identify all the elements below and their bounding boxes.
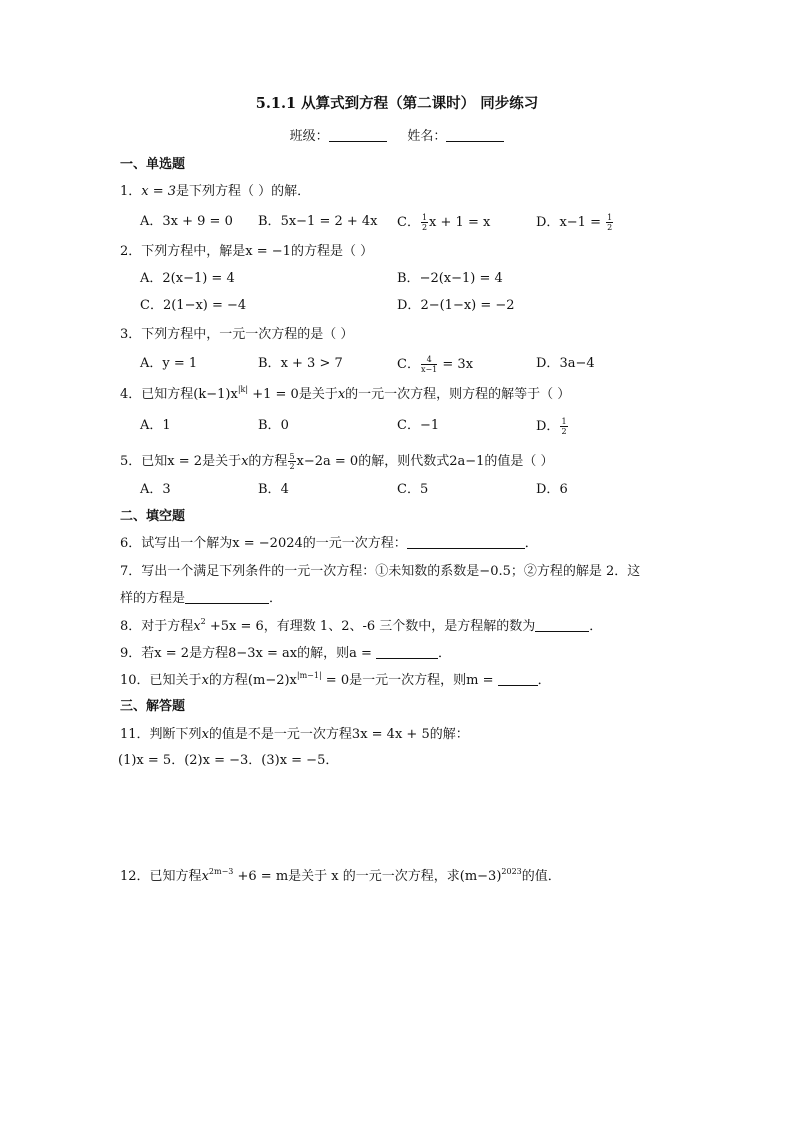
option-equation: x−1 = — [559, 215, 606, 230]
option-label: D． — [536, 215, 560, 230]
option-label: C． — [397, 215, 420, 230]
option-label: C． — [397, 418, 420, 433]
question-text: 已知方程 — [149, 869, 202, 884]
answer-blank[interactable] — [407, 535, 525, 549]
question-text: 下列方程中，一元一次方程的是（ ） — [141, 327, 354, 342]
question-10 — [120, 672, 551, 690]
option-value: 4 — [280, 482, 289, 497]
option-equation: 3x + 9 = 0 — [162, 214, 233, 229]
exponent: 2m−3 — [208, 867, 234, 876]
question-text: 的解，则代数式 — [358, 454, 450, 469]
q3-option-d[interactable] — [536, 355, 595, 373]
q4-option-a[interactable] — [140, 417, 171, 435]
name-label: 姓名： — [407, 129, 447, 144]
question-text: 的解，则 — [297, 646, 350, 661]
q5-option-c[interactable] — [397, 481, 428, 499]
math-expression: (m−3) — [459, 869, 502, 884]
question-3 — [120, 326, 353, 344]
option-equation: 5x−1 = 2 + 4x — [280, 214, 378, 229]
fraction-numerator: 1 — [421, 213, 428, 222]
question-text: 已知方程 — [141, 387, 194, 402]
q2-option-a[interactable] — [140, 270, 235, 288]
question-text: 的值是（ ） — [484, 454, 554, 469]
question-text: 的一元一次方程，则方程的解等于（ ） — [345, 387, 571, 402]
exponent: 2 — [200, 617, 206, 626]
math-expression: −0.5 — [479, 564, 511, 579]
question-text: 的方程是（ ） — [290, 244, 374, 259]
question-11-parts — [118, 752, 338, 770]
question-4 — [120, 386, 570, 404]
fraction-denominator: 2 — [421, 223, 428, 232]
question-1 — [120, 183, 310, 201]
question-text: 是关于 x 的一元一次方程，求 — [288, 869, 460, 884]
fraction-denominator: x−1 — [420, 365, 438, 374]
option-value: 6 — [559, 482, 568, 497]
option-label: B． — [258, 418, 281, 433]
option-equation: 2(1−x) = −4 — [162, 298, 247, 313]
question-6 — [120, 535, 538, 553]
q4-option-d[interactable] — [536, 417, 569, 436]
question-text: 的方程 — [248, 454, 288, 469]
part-label: ．(3) — [248, 753, 280, 768]
fraction-numerator: 1 — [561, 417, 567, 426]
math-variable: x — [201, 673, 209, 688]
question-number: 12． — [120, 869, 150, 884]
section-heading-fill-blank: 二、填空题 — [120, 509, 186, 524]
q3-option-c[interactable] — [397, 355, 473, 374]
question-number: 6． — [120, 536, 142, 551]
question-text: 试写出一个解为 — [141, 536, 233, 551]
q3-option-b[interactable] — [258, 355, 343, 373]
math-expression: 3x = 4x + 5 — [351, 727, 430, 742]
option-equation: 2−(1−x) = −2 — [420, 298, 515, 313]
option-label: B． — [258, 356, 281, 371]
part-label: (1) — [118, 753, 137, 768]
answer-blank[interactable] — [535, 618, 589, 632]
math-expression: x = −2024 — [232, 536, 303, 551]
question-text: ，有理数 1、2、-6 三个数中，是方程解的数为 — [263, 619, 536, 634]
punctuation: ． — [438, 646, 452, 661]
math-expression: (k−1)x — [193, 387, 238, 402]
exponent: |k| — [237, 385, 249, 394]
page-title: 5.1.1 从算式到方程（第二课时） 同步练习 — [255, 95, 539, 112]
math-expression: x = 2 — [167, 454, 203, 469]
q1-option-c[interactable] — [397, 213, 490, 232]
q1-option-d[interactable] — [536, 213, 614, 232]
exponent: |m−1| — [296, 671, 322, 680]
math-expression: +5x = 6 — [205, 619, 264, 634]
question-text: 写出一个满足下列条件的一元一次方程：①未知数的系数是 — [141, 564, 480, 579]
question-text: ；②方程的解是 2．这 — [510, 564, 641, 579]
question-7-continued — [120, 590, 282, 608]
question-8 — [120, 618, 602, 636]
math-expression: x = −3 — [202, 753, 249, 768]
question-number: 4． — [120, 387, 142, 402]
q3-option-a[interactable] — [140, 355, 197, 373]
question-9 — [120, 645, 451, 663]
question-text: 样的方程是 — [120, 591, 186, 606]
section-heading-single-choice: 一、单选题 — [120, 157, 186, 172]
option-label: B． — [258, 482, 281, 497]
math-expression: 8−3x = ax — [228, 646, 298, 661]
option-equation: x + 3 > 7 — [280, 356, 343, 371]
question-text: 是一元一次方程，则 — [349, 673, 467, 688]
question-5 — [120, 452, 554, 471]
question-number: 9． — [120, 646, 142, 661]
question-2 — [120, 243, 373, 261]
class-blank[interactable] — [329, 128, 387, 142]
question-number: 5． — [120, 454, 142, 469]
math-expression: x = 5 — [136, 753, 172, 768]
question-number: 3． — [120, 327, 142, 342]
option-label: B． — [397, 271, 420, 286]
question-text: 的一元一次方程： — [302, 536, 407, 551]
question-number: 7． — [120, 564, 142, 579]
question-text: 是下列方程（ ）的解． — [176, 184, 311, 199]
q1-option-a[interactable] — [140, 213, 233, 231]
class-label: 班级： — [289, 129, 329, 144]
math-expression: x = 3 — [141, 184, 177, 199]
question-text: 已知关于 — [149, 673, 202, 688]
question-number: 11． — [120, 727, 150, 742]
q5-option-a[interactable] — [140, 481, 171, 499]
q2-option-c[interactable] — [140, 297, 246, 315]
question-text: 的方程 — [208, 673, 248, 688]
option-equation: = 3x — [438, 357, 474, 372]
math-expression: x = −1 — [245, 244, 291, 259]
question-text: 若 — [141, 646, 155, 661]
punctuation: ． — [325, 753, 339, 768]
option-label: D． — [536, 356, 560, 371]
question-number: 1． — [120, 184, 142, 199]
question-number: 10． — [120, 673, 150, 688]
question-12 — [120, 868, 561, 886]
option-label: A． — [140, 356, 163, 371]
option-equation: 3a−4 — [559, 356, 595, 371]
option-value: 3 — [162, 482, 171, 497]
math-expression: x = 2 — [154, 646, 190, 661]
fraction — [421, 213, 428, 232]
section-heading-solution: 三、解答题 — [120, 699, 186, 714]
math-variable: x — [337, 387, 346, 402]
fraction — [288, 452, 295, 471]
question-text: 是关于 — [298, 387, 338, 402]
math-expression: x — [201, 869, 209, 884]
math-expression: x = −5 — [279, 753, 326, 768]
option-label: D． — [536, 419, 560, 434]
math-expression: x — [193, 619, 201, 634]
q5-option-d[interactable] — [536, 481, 568, 499]
punctuation: ． — [269, 591, 283, 606]
option-label: A． — [140, 271, 163, 286]
math-variable: x — [241, 454, 249, 469]
question-text: 下列方程中，解是 — [141, 244, 246, 259]
option-value: 1 — [162, 418, 171, 433]
q2-option-b[interactable] — [397, 270, 503, 288]
question-text: 的值． — [521, 869, 561, 884]
q4-option-c[interactable] — [397, 417, 439, 435]
q1-option-b[interactable] — [258, 213, 378, 231]
fraction — [606, 213, 613, 232]
question-7 — [120, 563, 640, 581]
option-label: A． — [140, 482, 163, 497]
math-expression: +6 = m — [233, 869, 289, 884]
question-text: 是关于 — [202, 454, 242, 469]
option-equation: 2(x−1) = 4 — [162, 271, 235, 286]
option-value: 5 — [419, 482, 429, 497]
fraction-numerator: 1 — [607, 213, 613, 222]
question-number: 8． — [120, 619, 142, 634]
option-equation: x + 1 = x — [429, 215, 491, 230]
option-value: −1 — [419, 418, 440, 433]
math-expression: = 0 — [321, 673, 350, 688]
fraction-denominator: 2 — [561, 427, 567, 436]
punctuation: ． — [589, 619, 603, 634]
question-text: 已知 — [141, 454, 168, 469]
question-text: 的解： — [429, 727, 469, 742]
punctuation: ． — [537, 673, 551, 688]
question-text: 是方程 — [189, 646, 229, 661]
name-blank[interactable] — [446, 128, 504, 142]
question-text: 判断下列 — [149, 727, 202, 742]
q4-option-b[interactable] — [258, 417, 289, 435]
option-value: 0 — [280, 418, 289, 433]
option-label: C． — [397, 357, 420, 372]
exponent: 2023 — [501, 867, 522, 876]
fraction — [560, 417, 567, 436]
part-label: ．(2) — [171, 753, 203, 768]
option-label: A． — [140, 418, 163, 433]
fraction-numerator: 5 — [289, 452, 295, 461]
math-expression: m = — [466, 673, 498, 688]
question-number: 2． — [120, 244, 142, 259]
option-label: D． — [536, 482, 560, 497]
question-text: 的值是不是一元一次方程 — [208, 727, 352, 742]
q2-option-d[interactable] — [397, 297, 515, 315]
option-equation: −2(x−1) = 4 — [419, 271, 503, 286]
fraction-denominator: 2 — [289, 462, 295, 471]
question-text: 对于方程 — [141, 619, 194, 634]
answer-blank[interactable] — [376, 645, 438, 659]
answer-blank[interactable] — [185, 590, 269, 604]
math-variable: x — [201, 727, 209, 742]
fraction-numerator: 4 — [421, 355, 437, 365]
answer-blank[interactable] — [498, 672, 538, 686]
math-expression: (m−2)x — [247, 673, 297, 688]
option-label: C． — [140, 298, 163, 313]
fraction — [421, 355, 437, 374]
fraction-denominator: 2 — [607, 223, 613, 232]
student-info-line — [0, 128, 794, 146]
option-label: B． — [258, 214, 281, 229]
math-expression: +1 = 0 — [248, 387, 299, 402]
math-expression: x−2a = 0 — [296, 454, 359, 469]
option-label: D． — [397, 298, 421, 313]
math-expression: 2a−1 — [449, 454, 485, 469]
math-expression: a = — [349, 646, 377, 661]
q5-option-b[interactable] — [258, 481, 289, 499]
question-11 — [120, 726, 469, 744]
punctuation: ． — [524, 536, 538, 551]
option-label: A． — [140, 214, 163, 229]
option-equation: y = 1 — [162, 356, 198, 371]
option-label: C． — [397, 482, 420, 497]
